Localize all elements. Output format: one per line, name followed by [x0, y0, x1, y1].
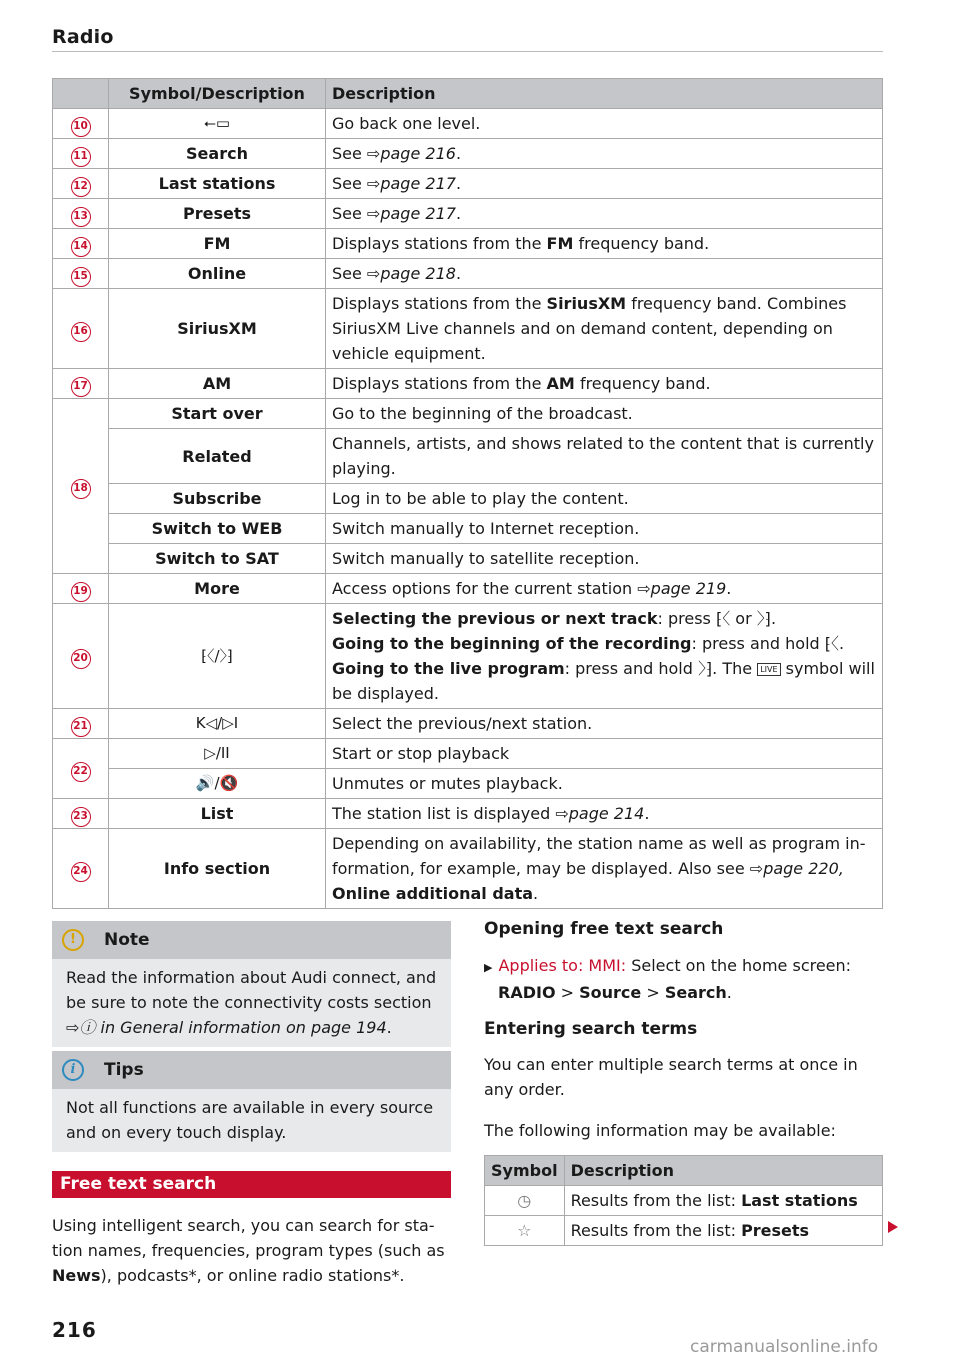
row-desc: Displays stations from the AM frequency band. — [326, 369, 883, 399]
play-pause-icon: ▷/II — [109, 739, 326, 769]
row-desc: The station list is displayed ⇨page 214. — [326, 799, 883, 829]
table-row — [53, 799, 883, 829]
row-desc: See ⇨page 218. — [326, 259, 883, 289]
page-link[interactable]: page 220, — [763, 859, 844, 878]
note-body: Read the information about Audi connect, and be sure to note the connectivity costs section ⇨ⓘ in General information on page 194. — [52, 959, 451, 1047]
row-desc: Select the previous/next station. — [326, 709, 883, 739]
mute-icon: 🔊/🔇 — [109, 769, 326, 799]
row-desc: See ⇨page 217. — [326, 199, 883, 229]
row-symbol: Presets — [109, 199, 326, 229]
callout-number: 20 — [71, 649, 91, 669]
row-desc: Switch manually to satellite reception. — [326, 544, 883, 574]
warning-icon: ! — [62, 929, 84, 951]
table-header — [485, 1156, 883, 1186]
callout-number: 12 — [71, 177, 91, 197]
callout-number: 22 — [71, 762, 91, 782]
row-desc: Results from the list: Last stations — [564, 1186, 882, 1216]
back-icon: ⭠▭ — [109, 109, 326, 139]
page-number: 216 — [52, 1318, 97, 1342]
callout-number: 17 — [71, 377, 91, 397]
skip-icon: ⁅〈/〉⁆ — [109, 604, 326, 709]
callout-number: 24 — [71, 862, 91, 882]
page-link[interactable]: page 219 — [650, 579, 727, 598]
page-link[interactable]: page 217 — [380, 204, 456, 223]
row-desc: Access options for the current station ⇨page 219. — [326, 574, 883, 604]
row-desc: Go to the beginning of the broadcast. — [326, 399, 883, 429]
continue-arrow-icon — [888, 1221, 898, 1233]
watermark: carmanualsonline.info — [690, 1337, 879, 1357]
table-row — [53, 429, 883, 484]
row-symbol: List — [109, 799, 326, 829]
callout-number: 23 — [71, 807, 91, 827]
row-desc: See ⇨page 216. — [326, 139, 883, 169]
row-symbol: SiriusXM — [109, 289, 326, 369]
row-desc: See ⇨page 217. — [326, 169, 883, 199]
table-row — [53, 739, 883, 769]
page-link[interactable]: page 214 — [568, 804, 645, 823]
free-text-paragraph: Using intelligent search, you can search for station names, frequencies, program types (such as News), podcasts*, or online radio stations*. — [52, 1216, 445, 1285]
table-row — [485, 1216, 883, 1246]
section-title: Radio — [52, 26, 114, 48]
row-desc: Displays stations from the FM frequency band. — [326, 229, 883, 259]
row-symbol: More — [109, 574, 326, 604]
row-symbol: Switch to SAT — [109, 544, 326, 574]
row-desc: Go back one level. — [326, 109, 883, 139]
row-desc: Channels, artists, and shows related to the content that is currently playing. — [326, 429, 883, 484]
table-row — [53, 229, 883, 259]
symbol-table — [52, 78, 883, 909]
row-desc: Results from the list: Presets — [564, 1216, 882, 1246]
info-icon: i — [62, 1059, 84, 1081]
callout-number: 18 — [71, 479, 91, 499]
star-icon: ☆ — [485, 1216, 565, 1246]
callout-number: 16 — [71, 322, 91, 342]
row-symbol: Last stations — [109, 169, 326, 199]
subheading-opening: Opening free text search — [484, 919, 724, 939]
row-desc: Displays stations from the SiriusXM frequency band. Combines SiriusXM Live channels and on demand content, depending on vehicle equipment. — [326, 289, 883, 369]
table-row — [53, 604, 883, 709]
table-row — [53, 169, 883, 199]
page-link[interactable]: page 218 — [380, 264, 456, 283]
row-symbol: Related — [109, 429, 326, 484]
note-box — [52, 921, 451, 1047]
table-row — [53, 369, 883, 399]
table-row — [53, 829, 883, 909]
page-link[interactable]: ⓘ in General information on page 194 — [79, 1018, 387, 1037]
subheading-entering: Entering search terms — [484, 1019, 698, 1039]
table-header — [53, 79, 883, 109]
row-desc: Selecting the previous or next track: press ⁅〈 or 〉⁆. Going to the beginning of the recording: press and hold ⁅〈. Going to the live program: press and hold 〉⁆. The LIVE symbol will be displayed. — [326, 604, 883, 709]
table-row — [53, 289, 883, 369]
live-icon: LIVE — [757, 663, 780, 676]
search-terms-paragraph: You can enter multiple search terms at once in any order. — [484, 1055, 858, 1099]
col-symbol: Symbol — [485, 1156, 565, 1186]
note-header — [52, 921, 451, 959]
station-skip-icon: K◁/▷I — [109, 709, 326, 739]
callout-number: 10 — [71, 117, 91, 137]
row-symbol: AM — [109, 369, 326, 399]
col-description: Description — [326, 79, 883, 109]
table-row — [53, 259, 883, 289]
row-desc: Start or stop playback — [326, 739, 883, 769]
row-desc: Depending on availability, the station name as well as program information, for example, may be displayed. Also see ⇨page 220, Online additional data. — [326, 829, 883, 909]
callout-number: 19 — [71, 582, 91, 602]
callout-number: 11 — [71, 147, 91, 167]
table-row — [53, 199, 883, 229]
callout-number: 13 — [71, 207, 91, 227]
row-symbol: Start over — [109, 399, 326, 429]
table-row — [53, 769, 883, 799]
callout-number: 15 — [71, 267, 91, 287]
table-row — [53, 109, 883, 139]
clock-icon: ◷ — [485, 1186, 565, 1216]
row-desc: Log in to be able to play the content. — [326, 484, 883, 514]
table-row — [53, 709, 883, 739]
table-row — [53, 139, 883, 169]
callout-number: 21 — [71, 717, 91, 737]
table-row — [53, 514, 883, 544]
note-title: Note — [104, 930, 150, 950]
row-symbol: Info section — [109, 829, 326, 909]
table-row — [53, 544, 883, 574]
tips-body: Not all functions are available in every source and on every touch display. — [52, 1089, 451, 1152]
row-desc: Unmutes or mutes playback. — [326, 769, 883, 799]
table-row — [53, 484, 883, 514]
row-symbol: Subscribe — [109, 484, 326, 514]
row-desc: Switch manually to Internet reception. — [326, 514, 883, 544]
callout-number: 14 — [71, 237, 91, 257]
tips-title: Tips — [104, 1060, 144, 1080]
applies-line: ▶ Applies to: MMI: Select on the home screen: RADIO > Source > Search. — [484, 956, 852, 1002]
col-description: Description — [564, 1156, 882, 1186]
section-heading: Free text search — [52, 1171, 451, 1198]
page-link[interactable]: page 216 — [380, 144, 456, 163]
row-symbol: Switch to WEB — [109, 514, 326, 544]
tips-header — [52, 1051, 451, 1089]
row-symbol: Online — [109, 259, 326, 289]
table-row — [485, 1186, 883, 1216]
table-row — [53, 399, 883, 429]
table-row — [53, 574, 883, 604]
tips-box — [52, 1051, 451, 1152]
row-symbol: FM — [109, 229, 326, 259]
search-results-table — [484, 1155, 883, 1246]
col-symbol: Symbol/Description — [109, 79, 326, 109]
header-rule — [52, 51, 883, 52]
bullet-arrow-icon: ▶ — [484, 961, 493, 974]
info-available-paragraph: The following information may be available: — [484, 1121, 836, 1140]
row-symbol: Search — [109, 139, 326, 169]
page-link[interactable]: page 217 — [380, 174, 456, 193]
